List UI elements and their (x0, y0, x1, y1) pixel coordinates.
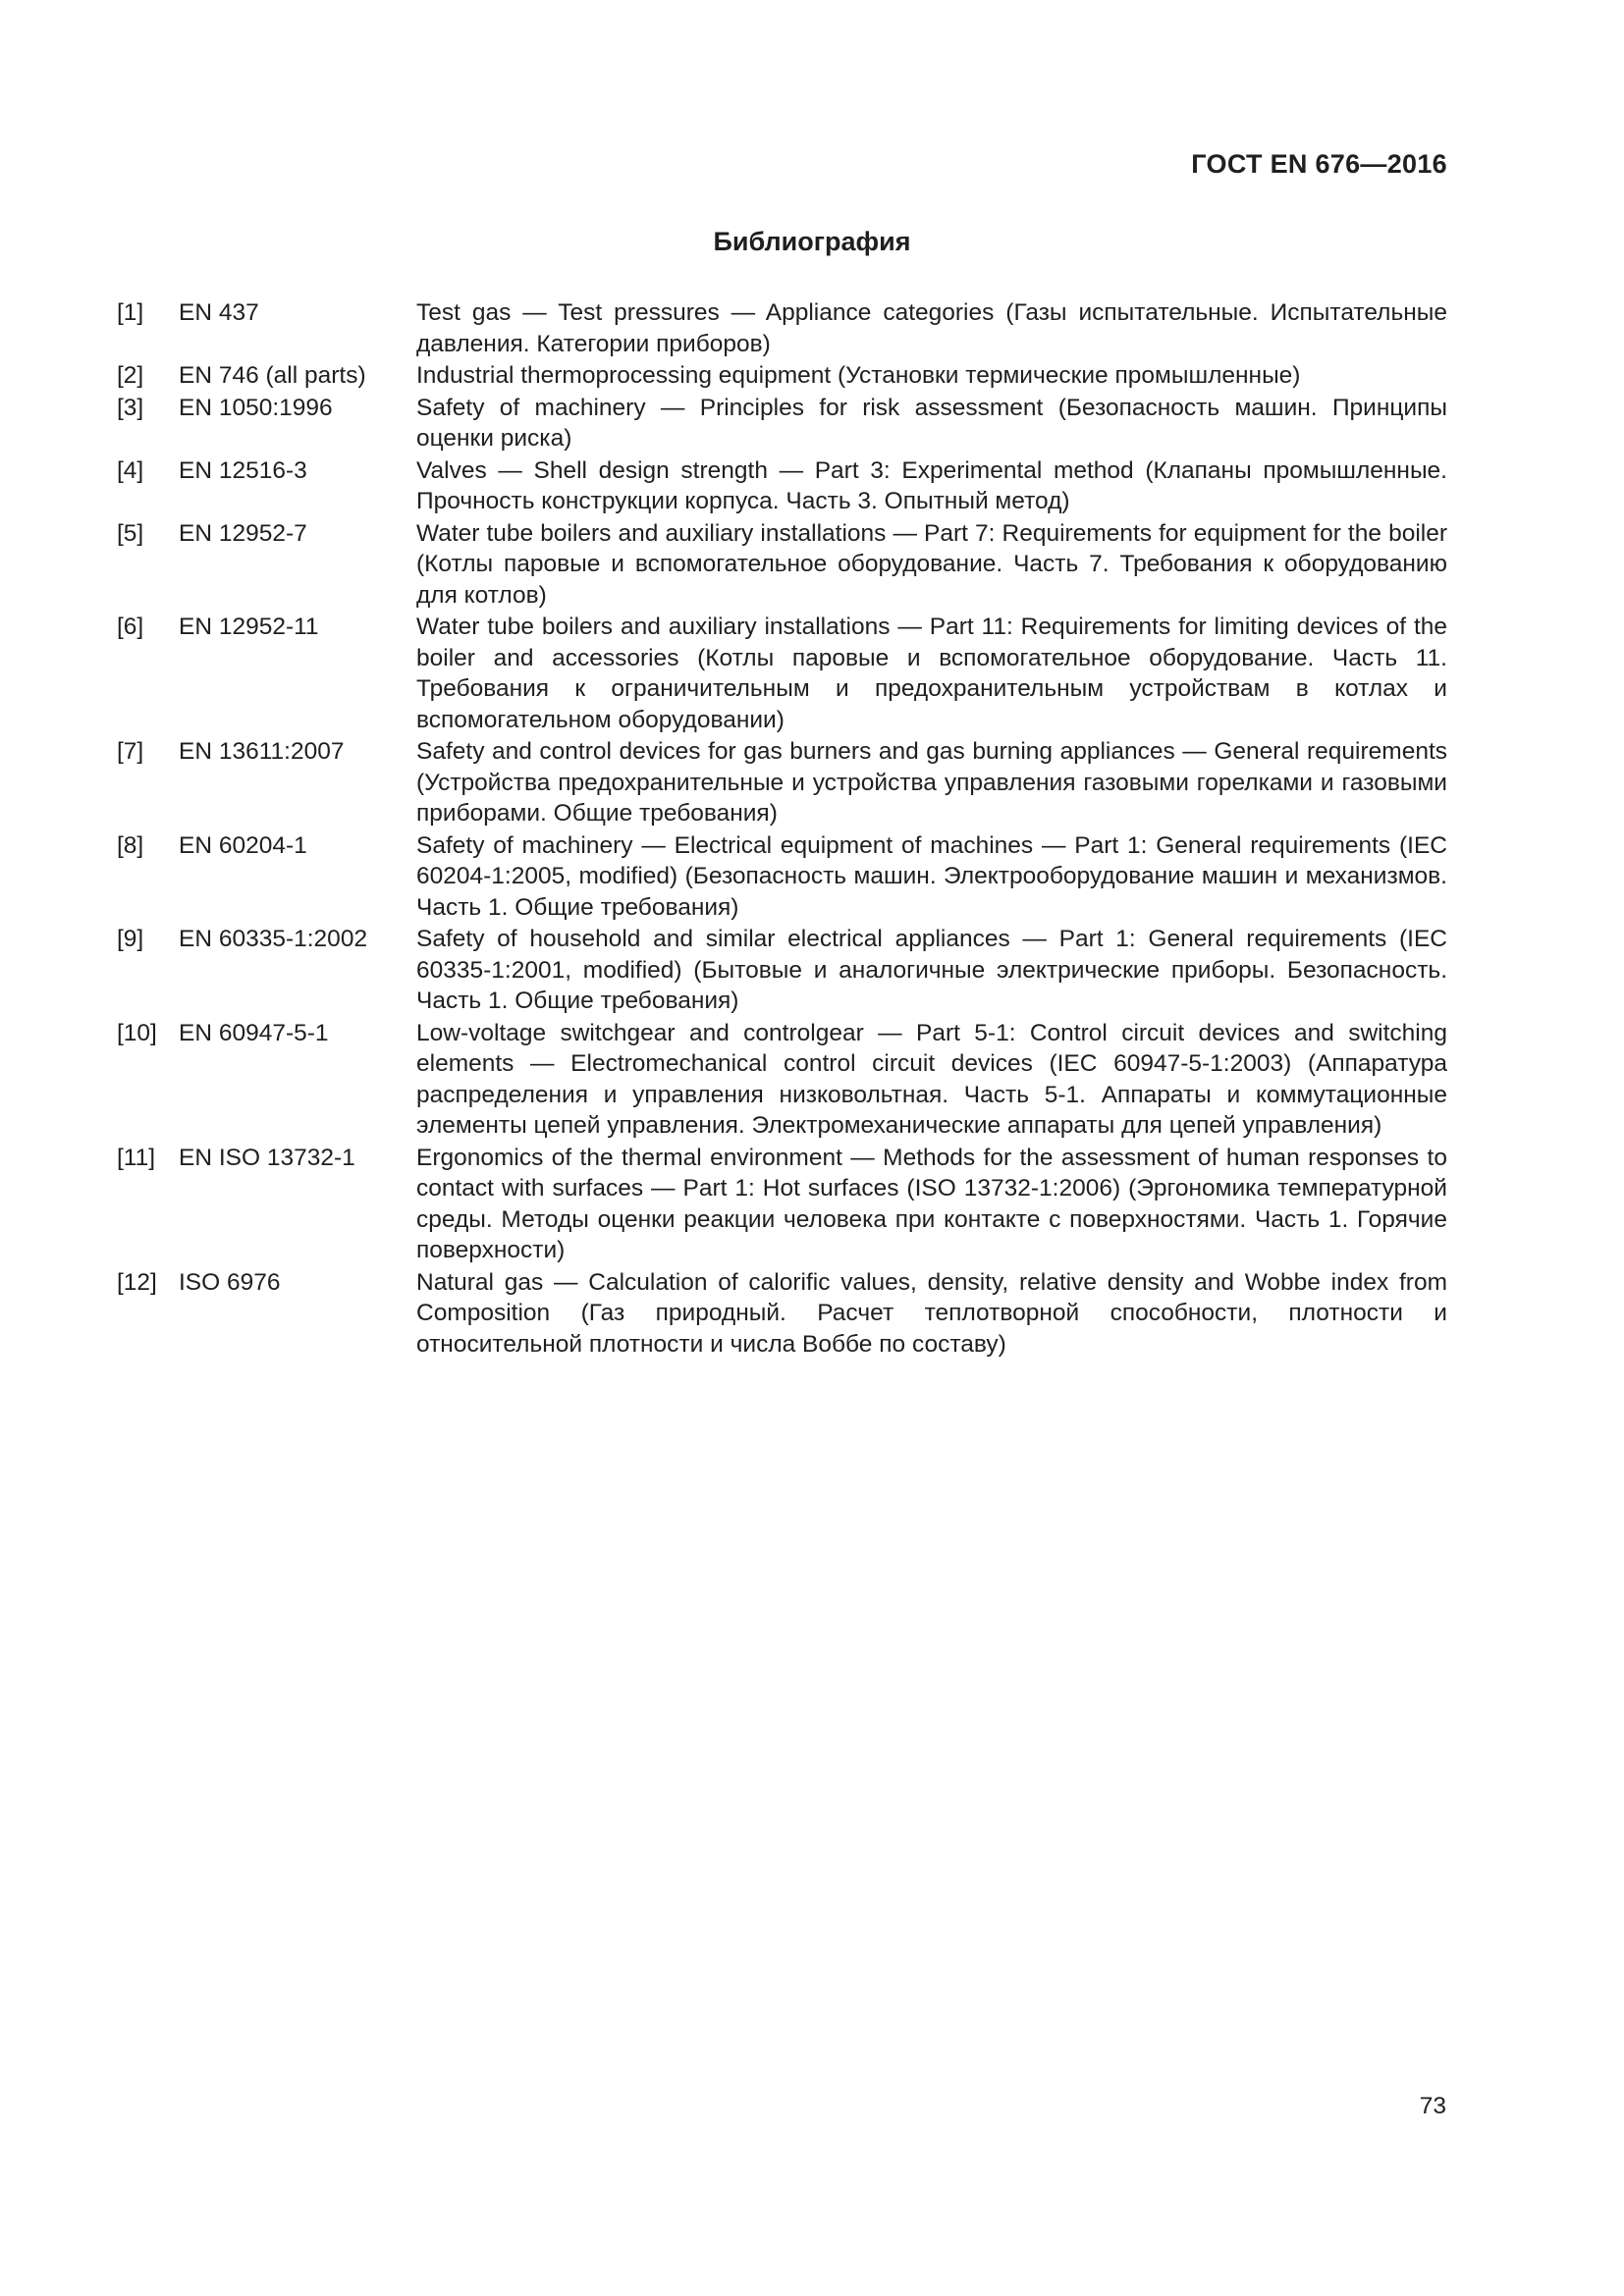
bibliography-entry (117, 1267, 1447, 1361)
bibliography-entry (117, 1018, 1447, 1142)
bibliography-entry (117, 612, 1447, 735)
entry-description: Low-voltage switchgear and controlgear — Part 5-1: Control circuit devices and switching elements — Electromechanical control circuit devices (IEC 60947-5-1:2003) (Аппаратура распределения и управления низковольтная. Часть 5-1. Аппараты и коммутационные элементы цепей управления. Электромеханические аппараты для цепей управления) (416, 1019, 1447, 1139)
bibliography-entry (117, 455, 1447, 517)
entry-description: Industrial thermoprocessing equipment (Установки термические промышленные) (416, 362, 1301, 389)
entry-standard-code: EN 437 (179, 299, 259, 326)
entry-standard-code: EN 13611:2007 (179, 738, 345, 765)
entry-standard-code: EN 60947-5-1 (179, 1019, 329, 1046)
entry-number: [12] (117, 1268, 157, 1296)
bibliography-entry (117, 360, 1447, 392)
entry-standard-code: EN ISO 13732-1 (179, 1144, 355, 1171)
bibliography-list (117, 297, 1447, 1361)
page-number: 73 (1419, 2093, 1446, 2119)
entry-standard-code: EN 1050:1996 (179, 394, 333, 421)
entry-number: [3] (117, 394, 144, 421)
bibliography-entry (117, 297, 1447, 359)
entry-description: Safety of machinery — Electrical equipment of machines — Part 1: General requirements (IEC 60204-1:2005, modified) (Безопасность машин. Электрооборудование машин и механизмов. Часть 1. Общие требования) (416, 831, 1447, 921)
bibliography-entry (117, 830, 1447, 924)
entry-number: [5] (117, 519, 144, 547)
bibliography-entry (117, 1143, 1447, 1266)
entry-number: [10] (117, 1019, 157, 1046)
entry-standard-code: EN 12516-3 (179, 456, 307, 484)
bibliography-entry (117, 393, 1447, 454)
entry-description: Safety of machinery — Principles for risk assessment (Безопасность машин. Принципы оценки риска) (416, 394, 1447, 452)
entry-description: Valves — Shell design strength — Part 3: Experimental method (Клапаны промышленные. Прочность конструкции корпуса. Часть 3. Опытный метод) (416, 456, 1447, 514)
entry-description: Water tube boilers and auxiliary installations — Part 7: Requirements for equipment for the boiler (Котлы паровые и вспомогательное оборудование. Часть 7. Требования к оборудованию для котлов) (416, 519, 1447, 609)
entry-standard-code: EN 746 (all parts) (179, 362, 366, 389)
entry-description: Test gas — Test pressures — Appliance categories (Газы испытательные. Испытательные давления. Категории приборов) (416, 299, 1447, 357)
entry-description: Safety and control devices for gas burners and gas burning appliances — General requirements (Устройства предохранительные и устройства управления газовыми горелками и газовыми приборами. Общие требования) (416, 738, 1447, 827)
bibliography-entry (117, 518, 1447, 612)
entry-number: [2] (117, 362, 144, 389)
entry-standard-code: EN 60204-1 (179, 831, 307, 859)
entry-number: [1] (117, 299, 144, 326)
entry-number: [4] (117, 456, 144, 484)
document-code: ГОСТ EN 676—2016 (1191, 149, 1447, 179)
entry-description: Natural gas — Calculation of calorific values, density, relative density and Wobbe index from Composition (Газ природный. Расчет теплотворной способности, плотности и относительной плотности и числа Воббе по составу) (416, 1268, 1447, 1358)
entry-number: [11] (117, 1144, 156, 1171)
entry-number: [9] (117, 926, 144, 952)
entry-description: Water tube boilers and auxiliary installations — Part 11: Requirements for limiting devices of the boiler and accessories (Котлы паровые и вспомогательное оборудование. Часть 11. Требования к ограничительным и предохранительным устройствам в котлах и вспомогательном оборудовании) (416, 614, 1447, 733)
entry-number: [6] (117, 614, 144, 640)
bibliography-title: Библиография (713, 227, 911, 256)
entry-description: Ergonomics of the thermal environment — Methods for the assessment of human responses to contact with surfaces — Part 1: Hot surfaces (ISO 13732-1:2006) (Эргономика температурной среды. Методы оценки реакции человека при контакте с поверхностями. Часть 1. Горячие поверхности) (416, 1144, 1447, 1263)
entry-description: Safety of household and similar electrical appliances — Part 1: General requirements (IEC 60335-1:2001, modified) (Бытовые и аналогичные электрические приборы. Безопасность. Часть 1. Общие требования) (416, 926, 1447, 1014)
entry-number: [7] (117, 738, 144, 765)
entry-number: [8] (117, 831, 144, 859)
entry-standard-code: ISO 6976 (179, 1268, 281, 1296)
entry-standard-code: EN 12952-11 (179, 614, 319, 640)
bibliography-entry (117, 736, 1447, 829)
entry-standard-code: EN 60335-1:2002 (179, 926, 368, 952)
entry-standard-code: EN 12952-7 (179, 519, 307, 547)
bibliography-entry (117, 924, 1447, 1017)
